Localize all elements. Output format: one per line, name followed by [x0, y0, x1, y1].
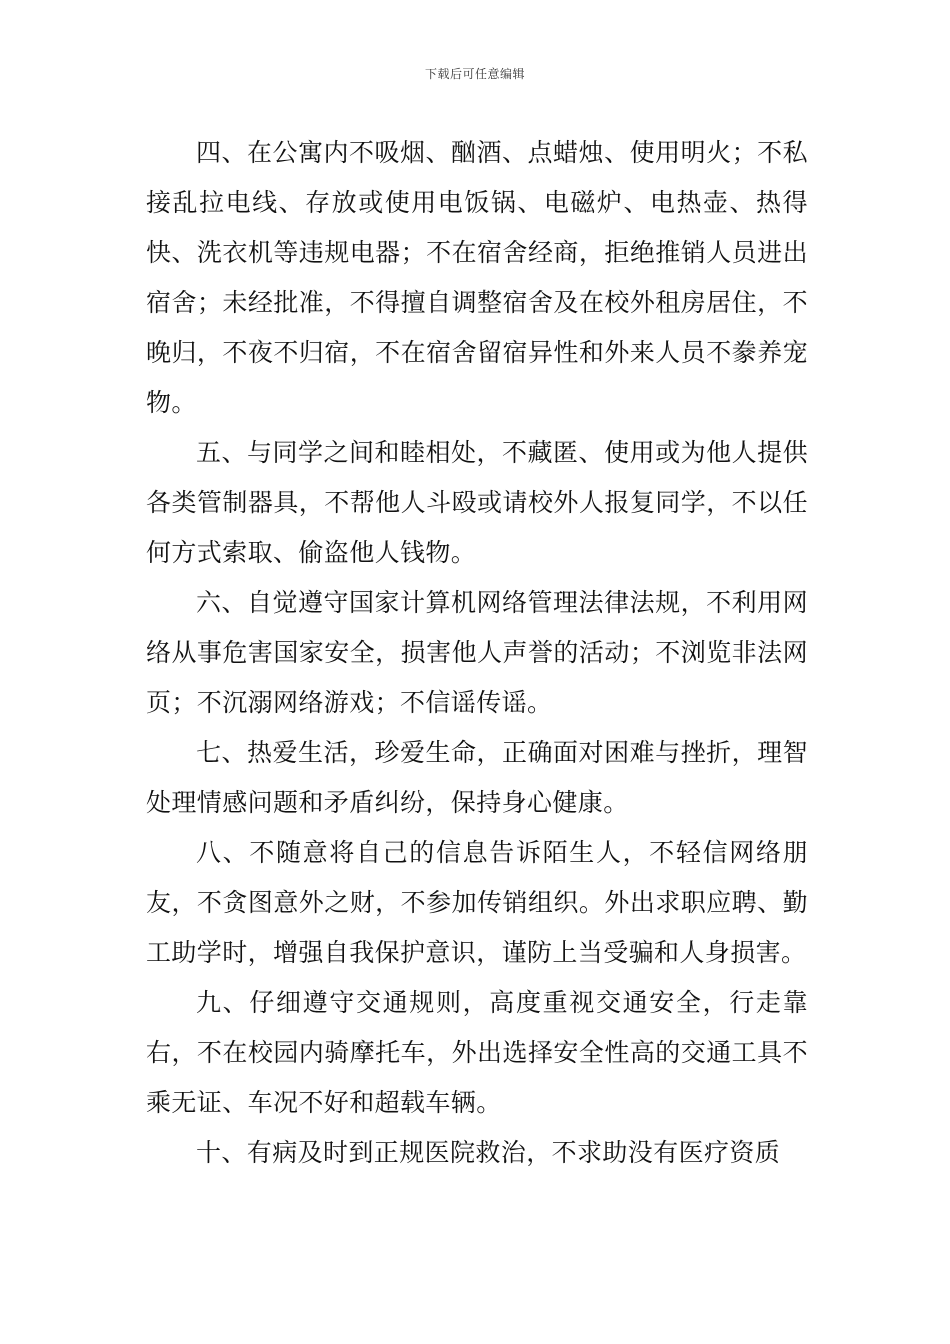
paragraph-rule-9: 九、仔细遵守交通规则，高度重视交通安全，行走靠右，不在校园内骑摩托车，外出选择安全性高的交通工具不乘无证、车况不好和超载车辆。: [146, 988, 808, 1117]
paragraph-rule-7: 七、热爱生活，珍爱生命，正确面对困难与挫折，理智处理情感问题和矛盾纠纷，保持身心健康。: [146, 738, 808, 817]
document-body: [146, 128, 808, 1178]
paragraph-rule-4: 四、在公寓内不吸烟、酗酒、点蜡烛、使用明火；不私接乱拉电线、存放或使用电饭锅、电磁炉、电热壶、热得快、洗衣机等违规电器；不在宿舍经商，拒绝推销人员进出宿舍；未经批准，不得擅自调整宿舍及在校外租房居住，不晚归，不夜不归宿，不在宿舍留宿异性和外来人员不豢养宠物。: [146, 138, 808, 417]
page-header: 下载后可任意编辑: [424, 67, 525, 81]
paragraph-rule-6: 六、自觉遵守国家计算机网络管理法律法规，不利用网络从事危害国家安全，损害他人声誉的活动；不浏览非法网页；不沉溺网络游戏；不信谣传谣。: [146, 588, 808, 717]
paragraph-rule-5: 五、与同学之间和睦相处，不藏匿、使用或为他人提供各类管制器具，不帮他人斗殴或请校外人报复同学，不以任何方式索取、偷盗他人钱物。: [146, 438, 808, 567]
paragraph-rule-10: 十、有病及时到正规医院救治，不求助没有医疗资质: [196, 1138, 781, 1167]
paragraph-rule-8: 八、不随意将自己的信息告诉陌生人，不轻信网络朋友，不贪图意外之财，不参加传销组织。外出求职应聘、勤工助学时，增强自我保护意识，谨防上当受骗和人身损害。: [146, 838, 808, 967]
